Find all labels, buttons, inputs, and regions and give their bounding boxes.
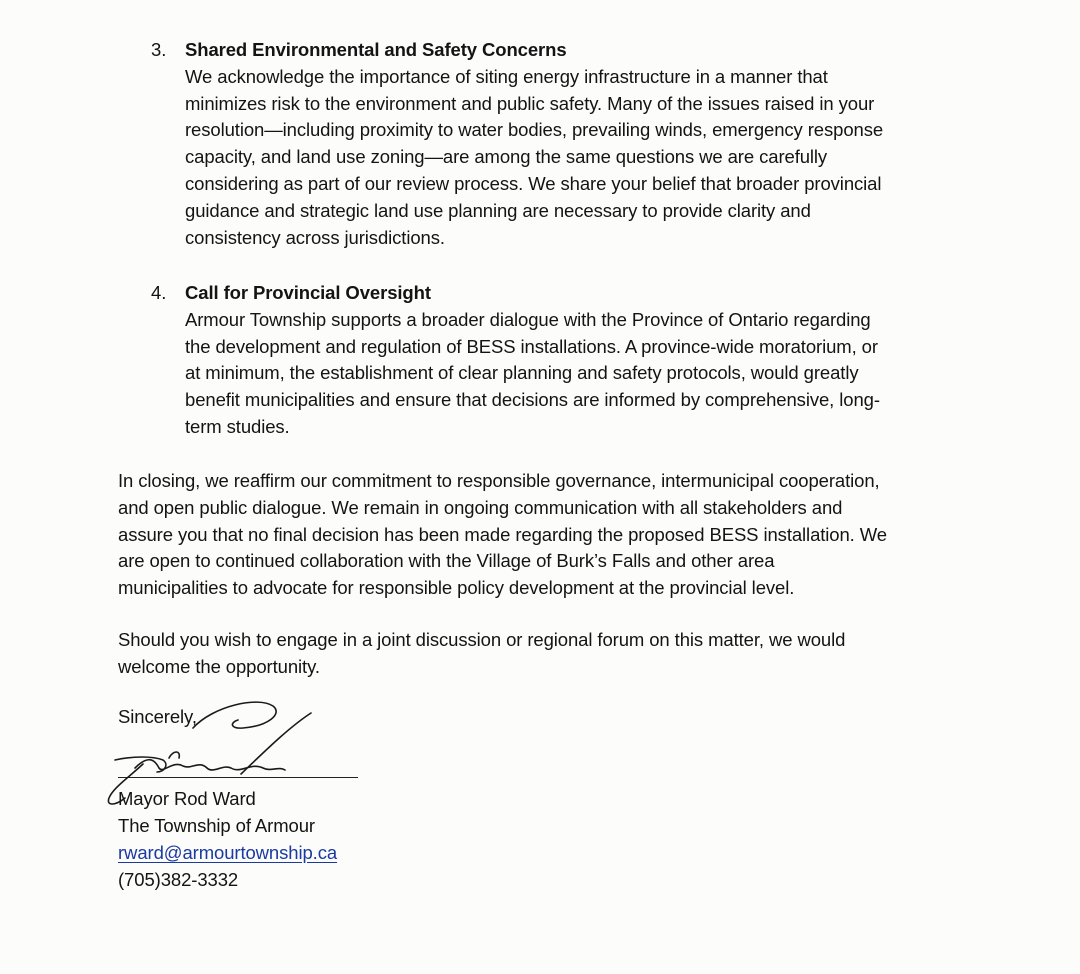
text-line: municipalities to advocate for responsible policy development at the provincial level. (118, 577, 795, 599)
list-item-provincial-oversight (151, 280, 991, 441)
list-item-heading: Shared Environmental and Safety Concerns (185, 39, 567, 60)
text-line: In closing, we reaffirm our commitment to responsible governance, intermunicipal cooperation, (118, 470, 880, 491)
text-line: welcome the opportunity. (118, 655, 320, 677)
text-line: benefit municipalities and ensure that decisions are informed by comprehensive, long- (185, 389, 880, 411)
list-item-text (185, 307, 991, 441)
text-line: considering as part of our review process. We share your belief that broader provincial (185, 172, 882, 194)
text-line: term studies. (185, 415, 290, 437)
closing-paragraph (118, 468, 998, 602)
text-line: assure you that no final decision has been made regarding the proposed BESS installation. We (118, 523, 887, 545)
text-line: minimizes risk to the environment and public safety. Many of the issues raised in your (185, 92, 875, 114)
list-item-heading: Call for Provincial Oversight (185, 282, 431, 303)
text-line: guidance and strategic land use planning are necessary to provide clarity and (185, 199, 811, 221)
email-link[interactable]: rward@armourtownship.ca (118, 842, 338, 863)
text-line: We acknowledge the importance of siting energy infrastructure in a manner that (185, 65, 828, 87)
signatory-name: Mayor Rod Ward (118, 788, 256, 809)
list-item-text (185, 64, 991, 252)
invitation-paragraph (118, 627, 998, 681)
text-line: the development and regulation of BESS installations. A province-wide moratorium, or (185, 335, 878, 357)
text-line: consistency across jurisdictions. (185, 226, 445, 248)
phone-number: (705)382-3332 (118, 869, 239, 890)
text-line: are open to continued collaboration with the Village of Burk’s Falls and other area (118, 550, 775, 572)
text-line: Armour Township supports a broader dialogue with the Province of Ontario regarding (185, 308, 871, 330)
list-item-body (185, 280, 991, 441)
text-line: and open public dialogue. We remain in ongoing communication with all stakeholders and (118, 496, 843, 518)
list-item-body (185, 37, 991, 251)
signatory-organization: The Township of Armour (118, 815, 315, 836)
list-item-number: 3. (151, 39, 167, 60)
list-item-environmental-concerns (151, 37, 991, 251)
text-line: Should you wish to engage in a joint discussion or regional forum on this matter, we would (118, 629, 846, 650)
text-line: resolution—including proximity to water bodies, prevailing winds, emergency response (185, 119, 884, 141)
text-line: capacity, and land use zoning—are among the same questions we are carefully (185, 146, 828, 168)
sign-off: Sincerely, (118, 706, 197, 727)
text-line: at minimum, the establishment of clear planning and safety protocols, would greatly (185, 362, 859, 384)
list-item-number: 4. (151, 282, 167, 303)
